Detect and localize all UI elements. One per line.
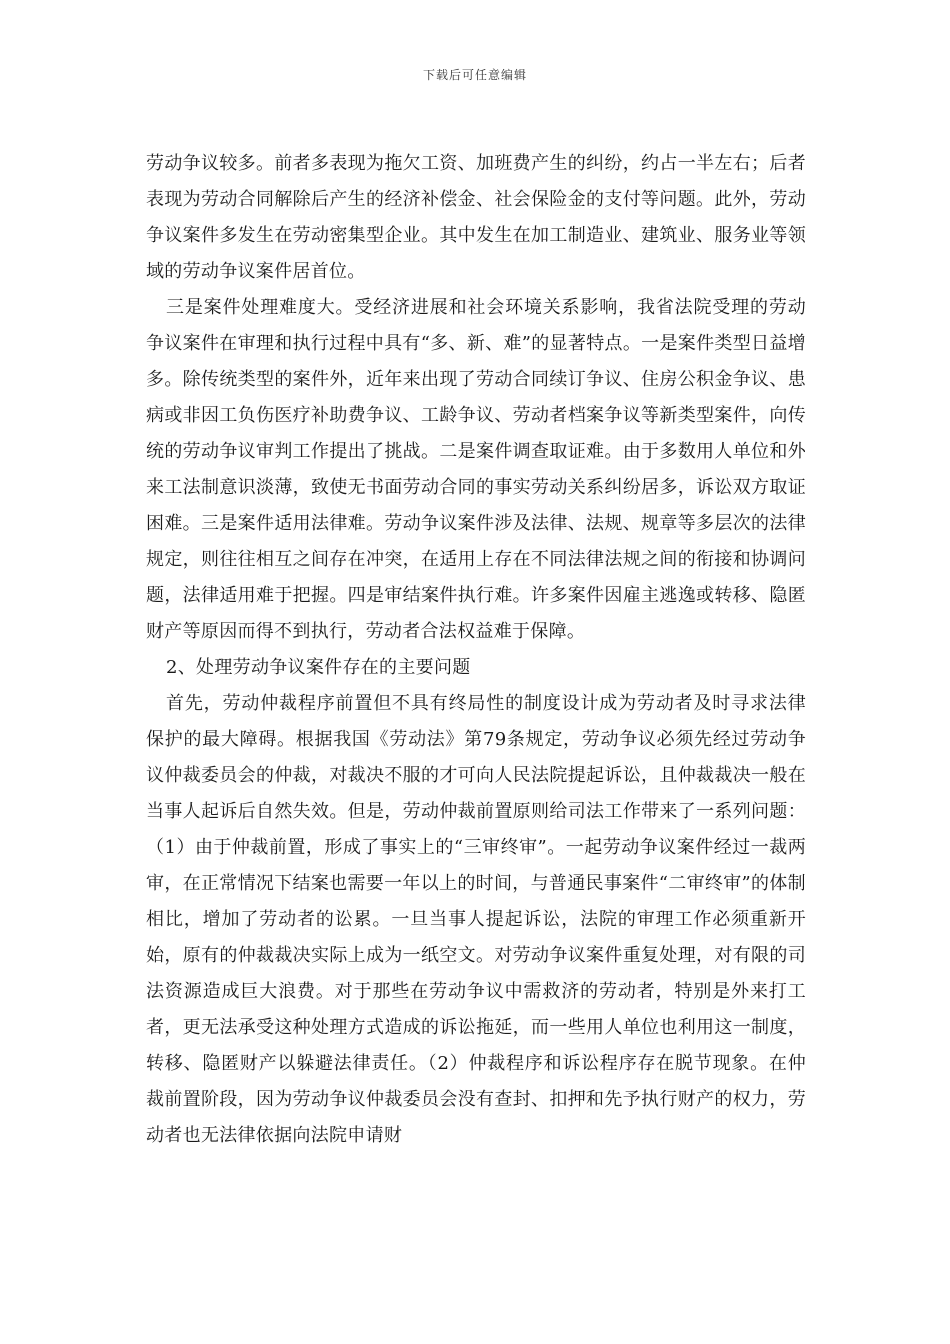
document-body — [146, 146, 806, 1154]
paragraph-arbitration-issues: 首先，劳动仲裁程序前置但不具有终局性的制度设计成为劳动者及时寻求法律保护的最大障碍。根据我国《劳动法》第79条规定，劳动争议必须先经过劳动争议仲裁委员会的仲裁，对裁决不服的才可向人民法院提起诉讼，且仲裁裁决一般在当事人起诉后自然失效。但是，劳动仲裁前置原则给司法工作带来了一系列问题：（1）由于仲裁前置，形成了事实上的“三审终审”。一起劳动争议案件经过一裁两审，在正常情况下结案也需要一年以上的时间，与普通民事案件“二审终审”的体制相比，增加了劳动者的讼累。一旦当事人提起诉讼，法院的审理工作必须重新开始，原有的仲裁裁决实际上成为一纸空文。对劳动争议案件重复处理，对有限的司法资源造成巨大浪费。对于那些在劳动争议中需救济的劳动者，特别是外来打工者，更无法承受这种处理方式造成的诉讼拖延，而一些用人单位也利用这一制度，转移、隐匿财产以躲避法律责任。（2）仲裁程序和诉讼程序存在脱节现象。在仲裁前置阶段，因为劳动争议仲裁委员会没有查封、扣押和先予执行财产的权力，劳动者也无法律依据向法院申请财 — [146, 693, 806, 1146]
paragraph-case-difficulty: 三是案件处理难度大。受经济进展和社会环境关系影响，我省法院受理的劳动争议案件在审理和执行过程中具有“多、新、难”的显著特点。一是案件类型日益增多。除传统类型的案件外，近年来出现了劳动合同续订争议、住房公积金争议、患病或非因工负伤医疗补助费争议、工龄争议、劳动者档案争议等新类型案件，向传统的劳动争议审判工作提出了挑战。二是案件调查取证难。由于多数用人单位和外来工法制意识淡薄，致使无书面劳动合同的事实劳动关系纠纷居多，诉讼双方取证困难。三是案件适用法律难。劳动争议案件涉及法律、法规、规章等多层次的法律规定，则往往相互之间存在冲突，在适用上存在不同法律法规之间的衔接和协调问题，法律适用难于把握。四是审结案件执行难。许多案件因雇主逃逸或转移、隐匿财产等原因而得不到执行，劳动者合法权益难于保障。 — [146, 297, 806, 642]
page-header: 下载后可任意编辑 — [422, 68, 527, 82]
section-heading: 2、处理劳动争议案件存在的主要问题 — [166, 657, 471, 678]
paragraph-continuation: 劳动争议较多。前者多表现为拖欠工资、加班费产生的纠纷，约占一半左右；后者表现为劳动合同解除后产生的经济补偿金、社会保险金的支付等问题。此外，劳动争议案件多发生在劳动密集型企业。其中发生在加工制造业、建筑业、服务业等领域的劳动争议案件居首位。 — [146, 153, 806, 282]
